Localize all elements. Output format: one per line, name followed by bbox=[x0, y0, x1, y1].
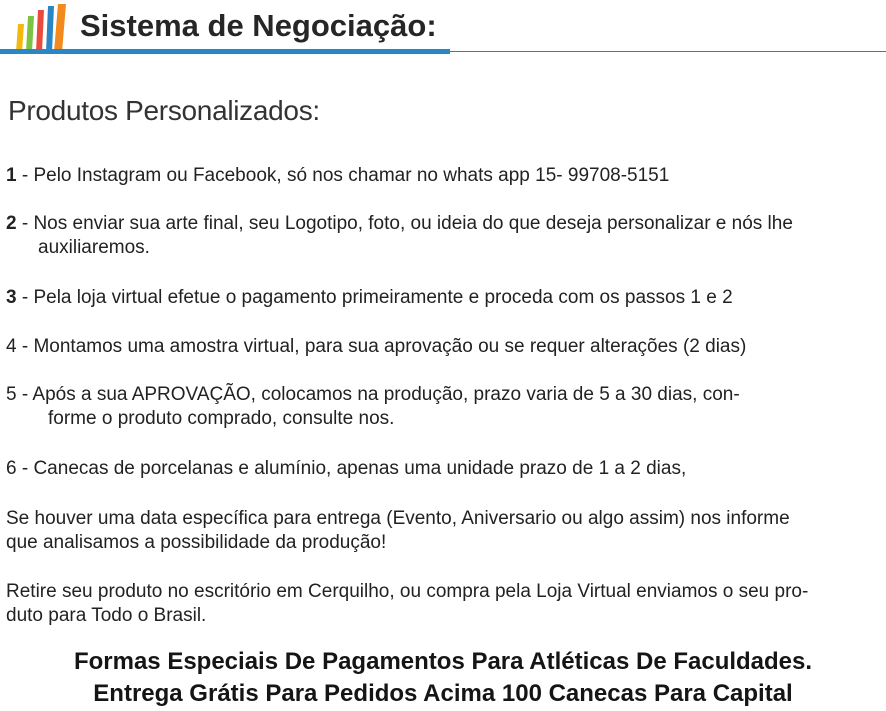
step-text-continued: forme o produto comprado, consulte nos. bbox=[48, 408, 395, 429]
step-text: - Montamos uma amostra virtual, para sua aprovação ou se requer alterações (2 dias) bbox=[21, 336, 747, 357]
section-title: Produtos Personalizados: bbox=[8, 95, 320, 126]
header bbox=[0, 0, 886, 60]
footer-free-shipping-offer: Entrega Grátis Para Pedidos Acima 100 Canecas Para Capital bbox=[93, 680, 793, 707]
step-text: - Pelo Instagram ou Facebook, só nos chamar no whats app 15- 99708-5151 bbox=[21, 165, 670, 186]
header-divider bbox=[0, 49, 886, 54]
step-number: 4 bbox=[6, 336, 17, 357]
bar-chart-logo-icon bbox=[12, 4, 72, 52]
logo-bar-orange bbox=[54, 4, 66, 52]
step-number: 3 bbox=[6, 287, 17, 308]
page-title: Sistema de Negociação: bbox=[80, 8, 437, 43]
note-line: Retire seu produto no escritório em Cerquilho, ou compra pela Loja Virtual enviamos o seu pro- bbox=[6, 581, 809, 602]
logo-bar-blue bbox=[46, 6, 54, 52]
step-1 bbox=[6, 164, 669, 188]
step-number: 6 bbox=[6, 458, 17, 479]
step-text-continued: auxiliaremos. bbox=[38, 237, 150, 258]
step-6 bbox=[6, 457, 686, 481]
step-number: 2 bbox=[6, 213, 17, 234]
logo-bar-green bbox=[26, 16, 34, 52]
step-number: 5 bbox=[6, 384, 17, 405]
step-text: - Canecas de porcelanas e alumínio, apenas uma unidade prazo de 1 a 2 dias, bbox=[21, 458, 687, 479]
note-line: Se houver uma data específica para entrega (Evento, Aniversario ou algo assim) nos informe bbox=[6, 508, 790, 529]
step-3 bbox=[6, 286, 733, 310]
step-text: - Pela loja virtual efetue o pagamento primeiramente e proceda com os passos 1 e 2 bbox=[21, 287, 733, 308]
step-2 bbox=[6, 212, 793, 260]
note-line: duto para Todo o Brasil. bbox=[6, 605, 207, 626]
note-pickup-shipping bbox=[6, 580, 808, 628]
note-line: que analisamos a possibilidade da produção! bbox=[6, 532, 387, 553]
step-number: 1 bbox=[6, 165, 17, 186]
step-5 bbox=[6, 383, 740, 431]
step-text: - Após a sua APROVAÇÃO, colocamos na produção, prazo varia de 5 a 30 dias, con- bbox=[21, 384, 740, 405]
logo-bar-red bbox=[36, 10, 44, 52]
step-4 bbox=[6, 335, 746, 359]
note-delivery-date bbox=[6, 507, 790, 555]
step-text: - Nos enviar sua arte final, seu Logotipo, foto, ou ideia do que deseja personalizar e nós lhe bbox=[21, 213, 793, 234]
logo-bar-yellow bbox=[16, 24, 24, 52]
footer-payment-offer: Formas Especiais De Pagamentos Para Atléticas De Faculdades. bbox=[73, 648, 813, 675]
